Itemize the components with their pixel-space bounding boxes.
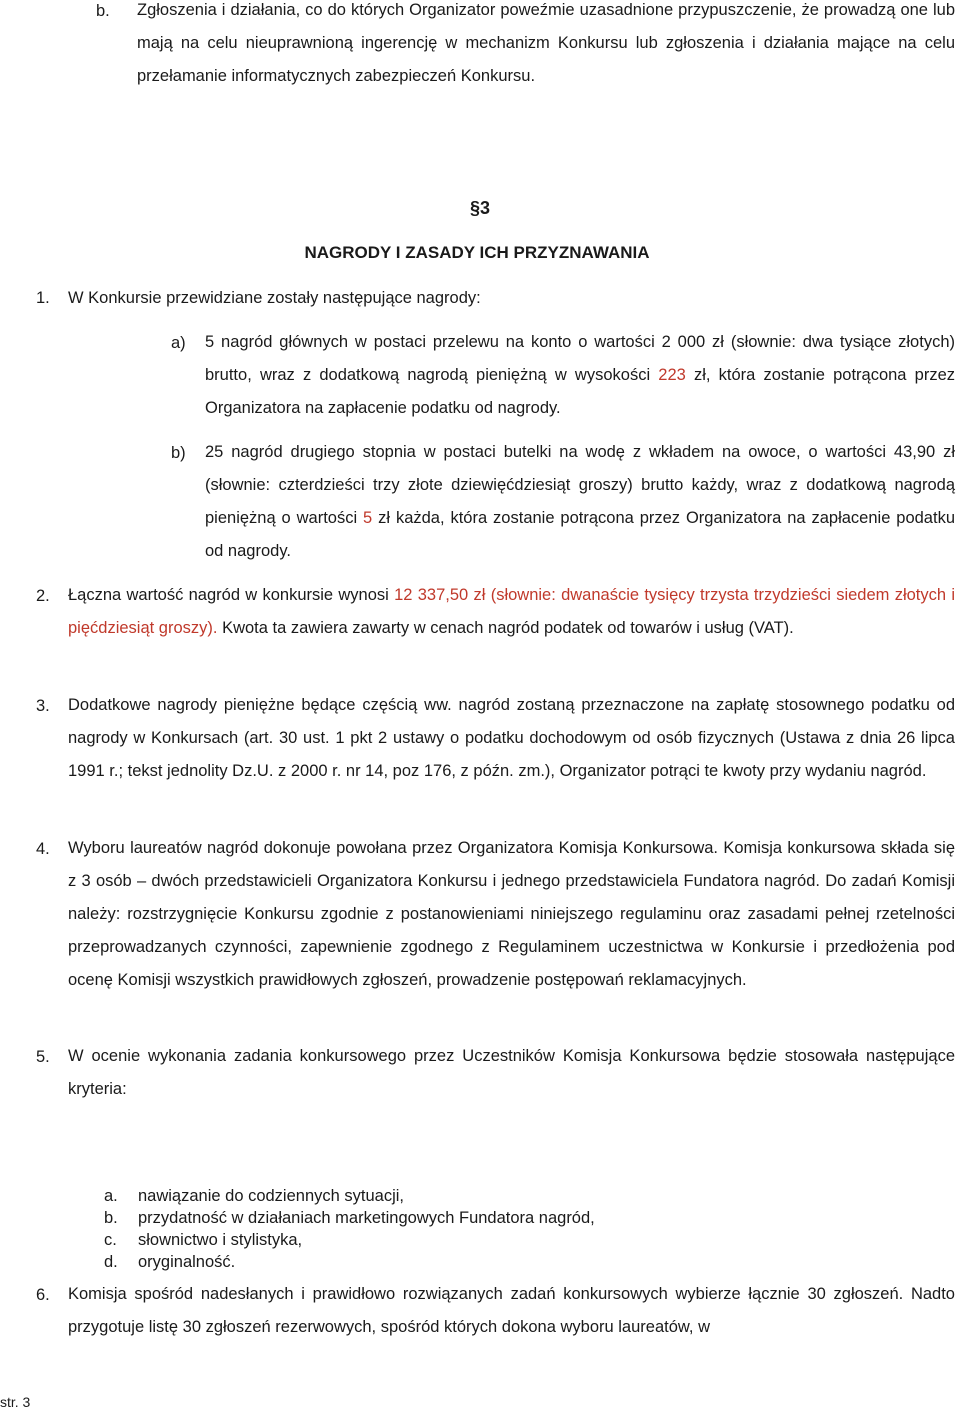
p2-marker: 2. [36,587,50,605]
p1b-highlight: 5 [363,509,373,527]
criteria-list [104,1185,595,1273]
p4-marker: 4. [36,840,50,858]
p1a-highlight: 223 [658,366,686,384]
p1-marker: 1. [36,289,50,307]
p4-text: Wyboru laureatów nagród dokonuje powołana przez Organizatora Komisja Konkursowa. Komisja konkursowa składa się z 3 osób – dwóch przedstawicieli Organizatora Konkursu i jednego przedstawiciela Fundatora nagród. Do zadań Komisji należy: rozstrzygnięcie Konkursu zgodnie z postanowieniami niniejszego regulaminu oraz zasadami pełnej rzetelności przeprowadzanych czynności, zapewnienie zgodnego z Regulaminem uczestnictwa w Konkursie i przedłożenia pod ocenę Komisji wszystkich prawidłowych zgłoszeń, prowadzenie postępowań reklamacyjnych. [68,839,955,989]
p5-text: W ocenie wykonania zadania konkursowego przez Uczestników Komisja Konkursowa będzie stosowała następujące kryteria: [68,1047,955,1098]
page-number: str. 3 [0,1394,31,1410]
p2-highlight: 12 337,50 zł (słownie: dwanaście tysięcy trzysta trzydzieści siedem złotych i pięćdziesiąt groszy). [68,586,955,637]
p3-text: Dodatkowe nagrody pieniężne będące częścią ww. nagród zostaną przeznaczone na zapłatę stosownego podatku od nagrody w Konkursach (art. 30 ust. 1 pkt 2 ustawy o podatku dochodowym od osób fizycznych (Ustawa z dnia 26 lipca 1991 r.; tekst jednolity Dz.U. z 2000 r. nr 14, poz 176, z późn. zm.), Organizator potrąci te kwoty przy wydaniu nagród. [68,696,955,780]
list-item: b. przydatność w działaniach marketingowych Fundatora nagród, [104,1209,595,1227]
list-item: c. słownictwo i stylistyka, [104,1231,303,1249]
p6-marker: 6. [36,1286,50,1304]
p1-text: W Konkursie przewidziane zostały następujące nagrody: [68,289,481,307]
p5-marker: 5. [36,1048,50,1066]
p1b-text: 25 nagród drugiego stopnia w postaci butelki na wodę z wkładem na owoce, o wartości 43,90 zł (słownie: czterdzieści trzy złote dziewięćdziesiąt groszy) brutto każdy, wraz z dodatkową nagrodą pieniężną o wartości 5 zł każda, która zostanie potrącona przez Organizatora na zapłacenie podatku od nagrody. [205,443,955,560]
item-b-marker: b. [96,2,110,20]
section-symbol: §3 [469,198,491,218]
p1b-marker: b) [171,444,186,462]
p3-marker: 3. [36,697,50,715]
p6-text: Komisja spośród nadesłanych i prawidłowo rozwiązanych zadań konkursowych wybierze łącznie 30 zgłoszeń. Nadto przygotuje listę 30 zgłoszeń rezerwowych, spośród których dokona wyboru laureatów, w [68,1285,955,1336]
list-item: a. nawiązanie do codziennych sytuacji, [104,1187,404,1205]
list-item: d. oryginalność. [104,1253,236,1271]
section-title: NAGRODY I ZASADY ICH PRZYZNAWANIA [304,243,650,262]
p2-text: Łączna wartość nagród w konkursie wynosi 12 337,50 zł (słownie: dwanaście tysięcy trzysta trzydzieści siedem złotych i pięćdziesiąt groszy). Kwota ta zawiera zawarty w cenach nagród podatek od towarów i usług (VAT). [68,586,955,637]
p1a-text: 5 nagród głównych w postaci przelewu na konto o wartości 2 000 zł (słownie: dwa tysiące złotych) brutto, wraz z dodatkową nagrodą pieniężną w wysokości 223 zł, która zostanie potrącona przez Organizatora na zapłacenie podatku od nagrody. [205,333,955,417]
item-b-text: Zgłoszenia i działania, co do których Organizator poweźmie uzasadnione przypuszczenie, że prowadzą one lub mają na celu nieuprawnioną ingerencję w mechanizm Konkursu lub zgłoszenia i działania mające na celu przełamanie informatycznych zabezpieczeń Konkursu. [137,1,955,85]
p1a-marker: a) [171,334,186,352]
